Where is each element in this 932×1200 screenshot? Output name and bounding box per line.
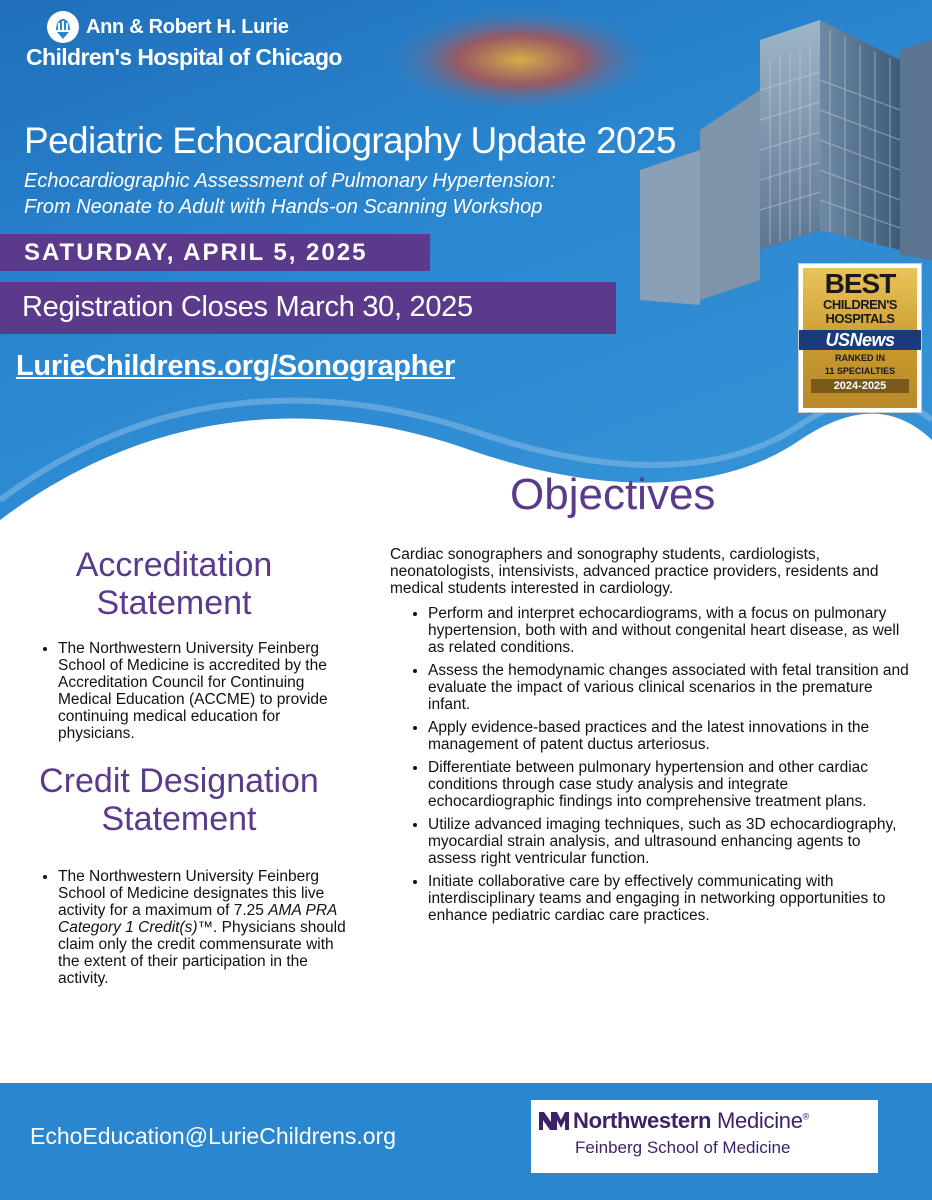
nm-registered-mark: ® [802,1111,810,1122]
subtitle-line1: Echocardiographic Assessment of Pulmonary Hypertension: [24,170,556,192]
event-date: SATURDAY, APRIL 5, 2025 [0,234,430,271]
logo-line1: Ann & Robert H. Lurie [86,15,289,38]
badge-line2: HOSPITALS [825,311,895,326]
list-item: • The Northwestern University Feinberg School of Medicine is accredited by the Accreditation Council for Continuing Medical Education (ACCME) to provide continuing medical education for physicians. [58,640,354,742]
header-wave [0,414,932,560]
footer [0,1083,932,1200]
contact-email-link[interactable]: EchoEducation@LurieChildrens.org [30,1123,397,1149]
list-item: • Utilize advanced imaging techniques, such as 3D echocardiography, myocardial strain analysis, and ultrasound enhancing agents to assess right ventricular function. [428,816,910,867]
credit-text-before: The Northwestern University Feinberg School of Medicine designates this live activity for a maximum of 7.25 [58,868,325,919]
credit-list [24,868,354,987]
badge-ranked-line1: RANKED IN [834,353,885,363]
nm-subtitle: Feinberg School of Medicine [575,1138,791,1157]
accreditation-list [24,640,354,742]
accreditation-heading: Accreditation Statement [75,546,273,622]
hero-header [0,0,932,560]
subtitle-line2: From Neonate to Adult with Hands-on Scanning Workshop [24,196,543,218]
badge-best: BEST [824,268,896,299]
credit-text-italic: AMA PRA Category 1 Credit(s)™ [58,902,337,936]
logo-line2: Children's Hospital of Chicago [26,44,342,70]
right-column [390,546,910,930]
list-item: • Apply evidence-based practices and the latest innovations in the management of patent ductus arteriosus. [428,719,910,753]
list-item: • Differentiate between pulmonary hypertension and other cardiac conditions through case study analysis and integrate echocardiographic findings into comprehensive treatment plans. [428,759,910,810]
nm-name-bold: Northwestern [573,1108,712,1133]
echo-image [380,5,660,115]
us-news-badge [798,263,922,413]
credit-heading: Credit Designation Statement [39,762,319,838]
hero-background-art [0,0,932,560]
badge-usnews: USNews [799,330,921,350]
badge-years: 2024-2025 [811,379,909,393]
objectives-heading: Objectives [510,470,716,519]
hand-heart-logo-icon [46,10,80,44]
northwestern-mark-icon [539,1112,569,1130]
nm-name-rest: Medicine [711,1108,803,1133]
list-item: • Initiate collaborative care by effectively communicating with interdisciplinary teams and engaging in networking opportunities to enhance pediatric cardiac care practices. [428,873,910,924]
objectives-list [390,605,910,924]
registration-deadline: Registration Closes March 30, 2025 [0,282,616,334]
registration-link[interactable]: LurieChildrens.org/Sonographer [16,350,455,382]
event-subtitle [24,168,664,220]
badge-ranked-line2: 11 SPECIALTIES [824,366,896,376]
event-title: Pediatric Echocardiography Update 2025 [24,120,676,161]
lurie-logo[interactable] [26,10,342,71]
list-item [58,868,354,987]
objectives-intro: Cardiac sonographers and sonography students, cardiologists, neonatologists, intensivists, advanced practice providers, residents and medical students interested in cardiology. [390,546,879,597]
badge-line1: CHILDREN'S [823,297,897,312]
list-item: • Perform and interpret echocardiograms, with a focus on pulmonary hypertension, both with and without congenital heart disease, as well as related conditions. [428,605,910,656]
northwestern-medicine-logo[interactable] [531,1100,878,1173]
credit-text-after: . Physicians should claim only the credit commensurate with the extent of their participation in the activity. [58,919,346,987]
left-column [24,546,354,995]
list-item: • Assess the hemodynamic changes associated with fetal transition and evaluate the impact of various clinical scenarios in the premature infant. [428,662,910,713]
